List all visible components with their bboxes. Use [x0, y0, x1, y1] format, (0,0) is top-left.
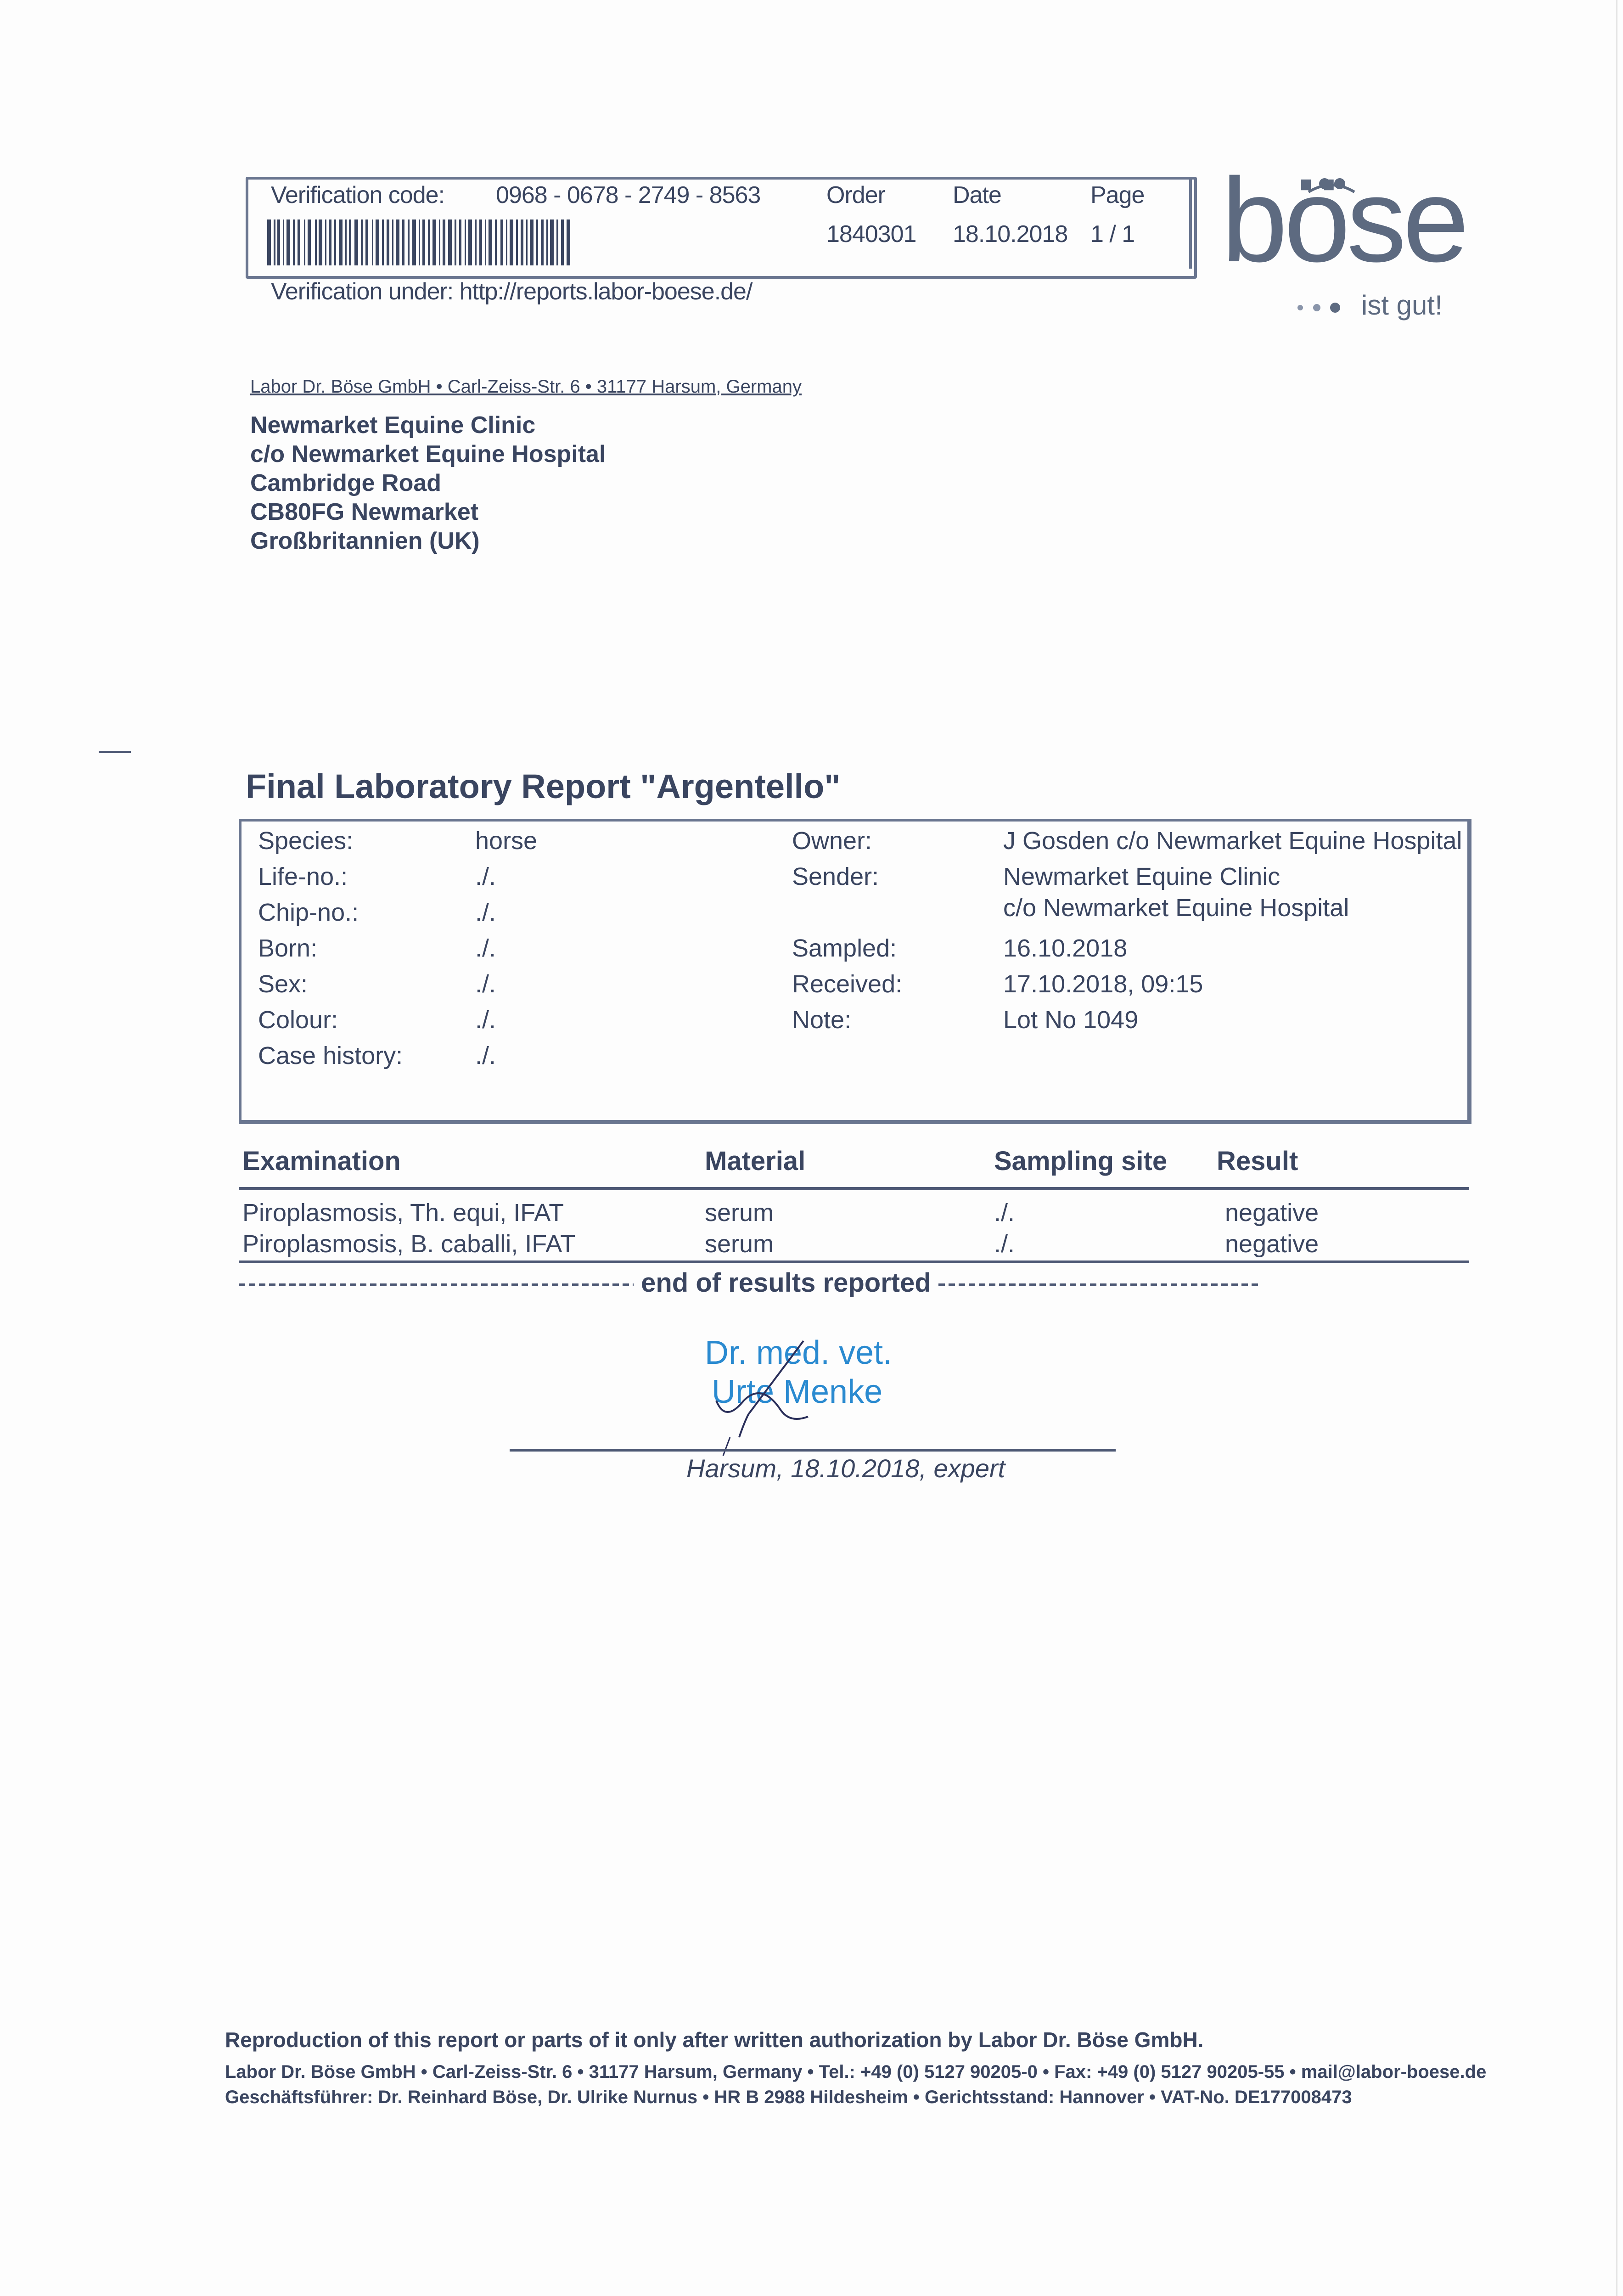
- row-2-examination: Piroplasmosis, B. caballi, IFAT: [242, 1230, 576, 1258]
- order-value: 1840301: [826, 221, 916, 248]
- sex-value: ./.: [475, 970, 496, 998]
- col-header-result: Result: [1217, 1146, 1298, 1176]
- end-of-results-text: end of results reported: [641, 1268, 931, 1298]
- signature-rule: [510, 1449, 1116, 1452]
- page-edge: [1616, 0, 1617, 2296]
- row-1-examination: Piroplasmosis, Th. equi, IFAT: [242, 1199, 564, 1227]
- col-header-material: Material: [705, 1146, 806, 1176]
- address-line: CB80FG Newmarket: [250, 499, 479, 525]
- col-header-examination: Examination: [242, 1146, 401, 1176]
- sender-value-1: Newmarket Equine Clinic: [1003, 863, 1280, 890]
- sampled-label: Sampled:: [792, 934, 897, 962]
- note-value: Lot No 1049: [1003, 1006, 1139, 1034]
- row-2-material: serum: [705, 1230, 774, 1258]
- logo-divider: [1189, 177, 1196, 269]
- verification-url: Verification under: http://reports.labor-boese.de/: [271, 278, 753, 305]
- dash-rule-right: [938, 1283, 1260, 1286]
- colour-label: Colour:: [258, 1006, 338, 1034]
- barcode: [267, 219, 570, 265]
- fold-mark: [99, 751, 131, 753]
- life-value: ./.: [475, 863, 496, 890]
- signature-title: Dr. med. vet.: [705, 1334, 893, 1371]
- case-history-label: Case history:: [258, 1042, 403, 1069]
- sender-value-2: c/o Newmarket Equine Hospital: [1003, 894, 1349, 922]
- verification-label: Verification code:: [271, 182, 445, 208]
- species-value: horse: [475, 827, 538, 855]
- date-label: Date: [953, 182, 1001, 208]
- dash-rule-left: [239, 1283, 634, 1286]
- address-line: Cambridge Road: [250, 470, 442, 496]
- logo-tagline: ist gut!: [1361, 290, 1443, 321]
- owner-value: J Gosden c/o Newmarket Equine Hospital: [1003, 827, 1462, 855]
- footer-contact: Labor Dr. Böse GmbH • Carl-Zeiss-Str. 6 • 31177 Harsum, Germany • Tel.: +49 (0) 5127 90205-0 • Fax: +49 (0) 5127 90205-55 • mail@labor-boese.de: [225, 2062, 1487, 2082]
- life-label: Life-no.:: [258, 863, 348, 890]
- recipient-address: [250, 411, 606, 556]
- signature-caption: Harsum, 18.10.2018, expert: [686, 1454, 1005, 1483]
- page-label: Page: [1090, 182, 1145, 208]
- row-1-site: ./.: [994, 1199, 1015, 1227]
- page-value: 1 / 1: [1090, 221, 1135, 248]
- received-value: 17.10.2018, 09:15: [1003, 970, 1203, 998]
- chip-value: ./.: [475, 899, 496, 926]
- species-label: Species:: [258, 827, 354, 855]
- owner-label: Owner:: [792, 827, 872, 855]
- table-bottom-rule: [239, 1261, 1469, 1263]
- table-header-rule: [239, 1187, 1469, 1190]
- footer-company-info: Geschäftsführer: Dr. Reinhard Böse, Dr. Ulrike Nurnus • HR B 2988 Hildesheim • Gerichtsstand: Hannover • VAT-No. DE177008473: [225, 2087, 1352, 2107]
- sampled-value: 16.10.2018: [1003, 934, 1128, 962]
- sex-label: Sex:: [258, 970, 308, 998]
- row-1-material: serum: [705, 1199, 774, 1227]
- address-line: c/o Newmarket Equine Hospital: [250, 441, 606, 467]
- handwritten-signature: [698, 1332, 863, 1460]
- note-label: Note:: [792, 1006, 852, 1034]
- colour-value: ./.: [475, 1006, 496, 1034]
- sender-label: Sender:: [792, 863, 879, 890]
- case-history-value: ./.: [475, 1042, 496, 1069]
- col-header-sampling-site: Sampling site: [994, 1146, 1168, 1176]
- end-of-results: [239, 1267, 1263, 1298]
- order-label: Order: [826, 182, 885, 208]
- address-line: Großbritannien (UK): [250, 528, 480, 554]
- address-line: Newmarket Equine Clinic: [250, 412, 536, 439]
- row-1-result: negative: [1225, 1199, 1319, 1227]
- received-label: Received:: [792, 970, 903, 998]
- sender-line: Labor Dr. Böse GmbH • Carl-Zeiss-Str. 6 • 31177 Harsum, Germany: [250, 377, 802, 397]
- logo: böse: [1221, 154, 1466, 287]
- chip-label: Chip-no.:: [258, 899, 359, 926]
- report-title: Final Laboratory Report "Argentello": [246, 767, 841, 805]
- footer-disclaimer: Reproduction of this report or parts of it only after written authorization by Labor Dr. Böse GmbH.: [225, 2028, 1204, 2052]
- born-label: Born:: [258, 934, 318, 962]
- row-2-result: negative: [1225, 1230, 1319, 1258]
- logo-dots-icon: [1295, 301, 1345, 315]
- born-value: ./.: [475, 934, 496, 962]
- signature-name: Urte Menke: [712, 1373, 883, 1410]
- verification-code: 0968 - 0678 - 2749 - 8563: [496, 182, 761, 208]
- row-2-site: ./.: [994, 1230, 1015, 1258]
- date-value: 18.10.2018: [953, 221, 1068, 248]
